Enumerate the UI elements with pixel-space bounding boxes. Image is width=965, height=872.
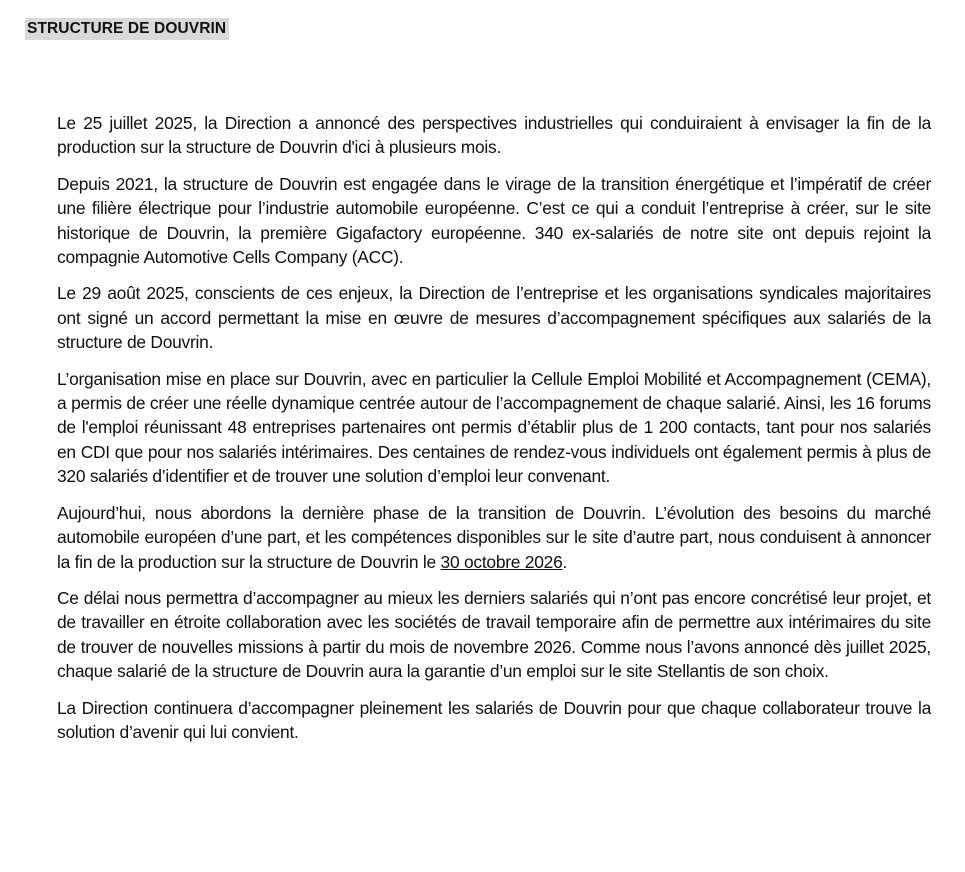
paragraph-agreement: Le 29 août 2025, conscients de ces enjeux, la Direction de l’entreprise et les organisations syndicales majoritaires ont signé un accord permettant la mise en œuvre de mesures d’accompagnement spécifiques aux salariés de la structure de Douvrin. xyxy=(57,283,931,353)
paragraph-announcement: Le 25 juillet 2025, la Direction a annoncé des perspectives industrielles qui conduiraient à envisager la fin de la production sur la structure de Douvrin d'ici à plusieurs mois. xyxy=(57,113,931,158)
paragraph-conclusion: La Direction continuera d’accompagner pleinement les salariés de Douvrin pour que chaque collaborateur trouve la solution d’avenir qui lui convient. xyxy=(57,697,931,742)
document-heading: STRUCTURE DE DOUVRIN xyxy=(25,18,229,40)
paragraph-energy-transition: Depuis 2021, la structure de Douvrin est engagée dans le virage de la transition énergétique et l’impératif de créer une filière électrique pour l’industrie automobile européenne. C’est ce qui a conduit l’entreprise à créer, sur le site historique de Douvrin, la première Gigafactory européenne. 340 ex-salariés de notre site ont depuis rejoint la compagnie Automotive Cells Company (ACC). xyxy=(57,173,931,268)
end-date: 30 octobre 2026 xyxy=(440,551,563,572)
paragraph-end-of-production xyxy=(57,501,931,574)
document-body xyxy=(57,111,931,756)
paragraph-end-of-production-text: Aujourd’hui, nous abordons la dernière phase de la transition de Douvrin. L’évolution des besoins du marché automobile européen d’une part, et les compétences disponibles sur le site d’autre part, nous conduisent à annoncer la fin de la production sur la structure de Douvrin le xyxy=(57,502,931,572)
paragraph-cema: L’organisation mise en place sur Douvrin, avec en particulier la Cellule Emploi Mobilité et Accompagnement (CEMA), a permis de créer une réelle dynamique centrée autour de l’accompagnement de chaque salarié. Ainsi, les 16 forums de l'emploi réunissant 48 entreprises partenaires ont permis d’établir plus de 1 200 contacts, tant pour nos salariés en CDI que pour nos salariés intérimaires. Des centaines de rendez-vous individuels ont également permis à plus de 320 salariés d’identifier et de trouver une solution d’emploi leur convenant. xyxy=(57,368,931,487)
paragraph-support-delay: Ce délai nous permettra d’accompagner au mieux les derniers salariés qui n’ont pas encore concrétisé leur projet, et de travailler en étroite collaboration avec les sociétés de travail temporaire afin de permettre aux intérimaires du site de trouver de nouvelles missions à partir du mois de novembre 2026. Comme nous l’avons annoncé dès juillet 2025, chaque salarié de la structure de Douvrin aura la garantie d’un emploi sur le site Stellantis de son choix. xyxy=(57,587,931,682)
paragraph-end-of-production-tail: . xyxy=(562,551,568,572)
